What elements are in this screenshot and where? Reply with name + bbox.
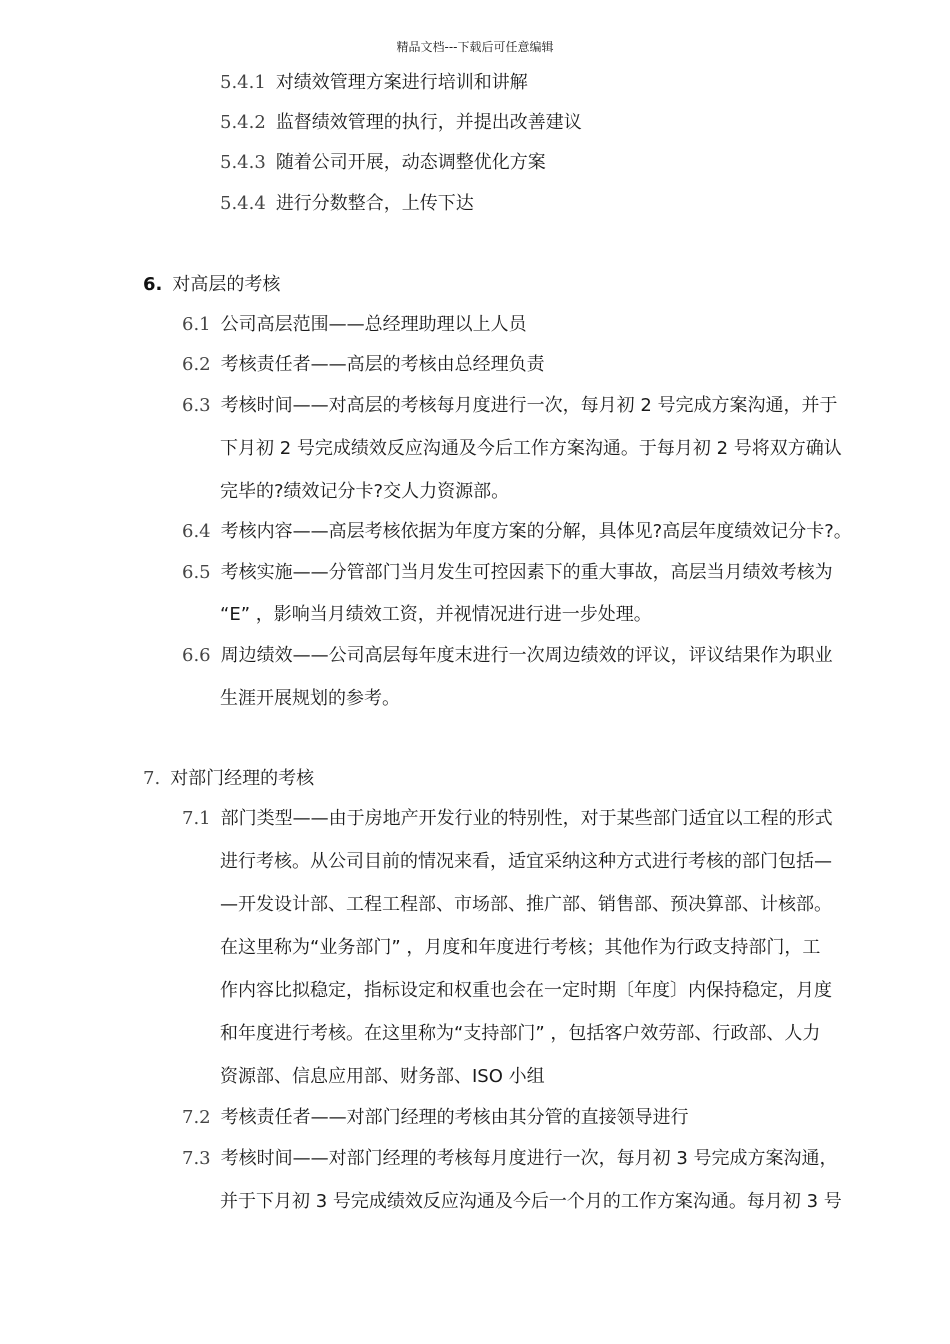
list-item: [182, 353, 545, 377]
list-item: [182, 807, 833, 831]
section-heading: [143, 273, 280, 297]
list-item: [220, 71, 528, 95]
section-title: 对高层的考核: [172, 274, 281, 295]
list-item: [182, 561, 833, 585]
item-text: 考核责任者——高层的考核由总经理负责: [220, 354, 545, 375]
item-number: 6.3: [182, 395, 211, 416]
item-text: 考核时间——对部门经理的考核每月度进行一次，每月初 3 号完成方案沟通，: [220, 1148, 838, 1169]
item-text: 公司高层范围——总经理助理以上人员: [220, 314, 527, 335]
item-number: 7.3: [182, 1148, 211, 1169]
item-text-continuation: 下月初 2 号完成绩效反应沟通及今后工作方案沟通。于每月初 2 号将双方确认: [220, 438, 842, 459]
item-number: 6.4: [182, 521, 211, 542]
item-number: 7.2: [182, 1107, 211, 1128]
item-text-continuation: 资源部、信息应用部、财务部、ISO 小组: [220, 1066, 545, 1087]
item-number: 5.4.2: [220, 112, 266, 133]
list-item: [182, 644, 833, 668]
item-number: 6.2: [182, 354, 211, 375]
item-text: 考核时间——对高层的考核每月度进行一次，每月初 2 号完成方案沟通，并于: [220, 395, 838, 416]
section-title: 对部门经理的考核: [170, 768, 315, 789]
list-item: [220, 192, 474, 216]
item-text-continuation: “E” ，影响当月绩效工资，并视情况进行进一步处理。: [220, 604, 652, 625]
section-heading: [143, 767, 314, 791]
item-text: 对绩效管理方案进行培训和讲解: [275, 72, 528, 93]
list-item: [220, 151, 546, 175]
item-number: 7.1: [182, 808, 211, 829]
list-item: [182, 1147, 838, 1171]
item-text: 考核责任者——对部门经理的考核由其分管的直接领导进行: [220, 1107, 689, 1128]
list-item: [182, 1106, 689, 1130]
item-text-continuation: 完毕的?绩效记分卡?交人力资源部。: [220, 481, 510, 502]
item-text-continuation: 作内容比拟稳定，指标设定和权重也会在一定时期〔年度〕内保持稳定，月度: [220, 980, 832, 1001]
item-number: 5.4.1: [220, 72, 266, 93]
item-text-continuation: —开发设计部、工程工程部、市场部、推广部、销售部、预决算部、计核部。: [220, 894, 832, 915]
item-text: 进行分数整合，上传下达: [275, 193, 474, 214]
list-item: [182, 313, 527, 337]
list-item: [182, 394, 838, 418]
item-text-continuation: 在这里称为“业务部门” ，月度和年度进行考核；其他作为行政支持部门，工: [220, 937, 821, 958]
item-text-continuation: 和年度进行考核。在这里称为“支持部门” ，包括客户效劳部、行政部、人力: [220, 1023, 821, 1044]
section-number: 6.: [143, 274, 163, 295]
list-item: [182, 520, 852, 544]
item-text-continuation: 进行考核。从公司目前的情况来看，适宜采纳这种方式进行考核的部门包括—: [220, 851, 832, 872]
item-text-continuation: 生涯开展规划的参考。: [220, 688, 400, 709]
item-number: 6.1: [182, 314, 211, 335]
item-text-continuation: 并于下月初 3 号完成绩效反应沟通及今后一个月的工作方案沟通。每月初 3 号: [220, 1191, 842, 1212]
section-number: 7.: [143, 768, 161, 789]
item-text: 考核内容——高层考核依据为年度方案的分解，具体见?高层年度绩效记分卡?。: [220, 521, 852, 542]
item-number: 6.6: [182, 645, 211, 666]
item-number: 5.4.4: [220, 193, 266, 214]
item-text: 考核实施——分管部门当月发生可控因素下的重大事故，高层当月绩效考核为: [220, 562, 833, 583]
item-text: 部门类型——由于房地产开发行业的特别性，对于某些部门适宜以工程的形式: [220, 808, 833, 829]
item-number: 5.4.3: [220, 152, 266, 173]
item-number: 6.5: [182, 562, 211, 583]
item-text: 周边绩效——公司高层每年度末进行一次周边绩效的评议，评议结果作为职业: [220, 645, 833, 666]
page-header: 精品文档---下载后可任意编辑: [396, 40, 554, 54]
item-text: 随着公司开展，动态调整优化方案: [275, 152, 546, 173]
list-item: [220, 111, 582, 135]
item-text: 监督绩效管理的执行，并提出改善建议: [275, 112, 582, 133]
